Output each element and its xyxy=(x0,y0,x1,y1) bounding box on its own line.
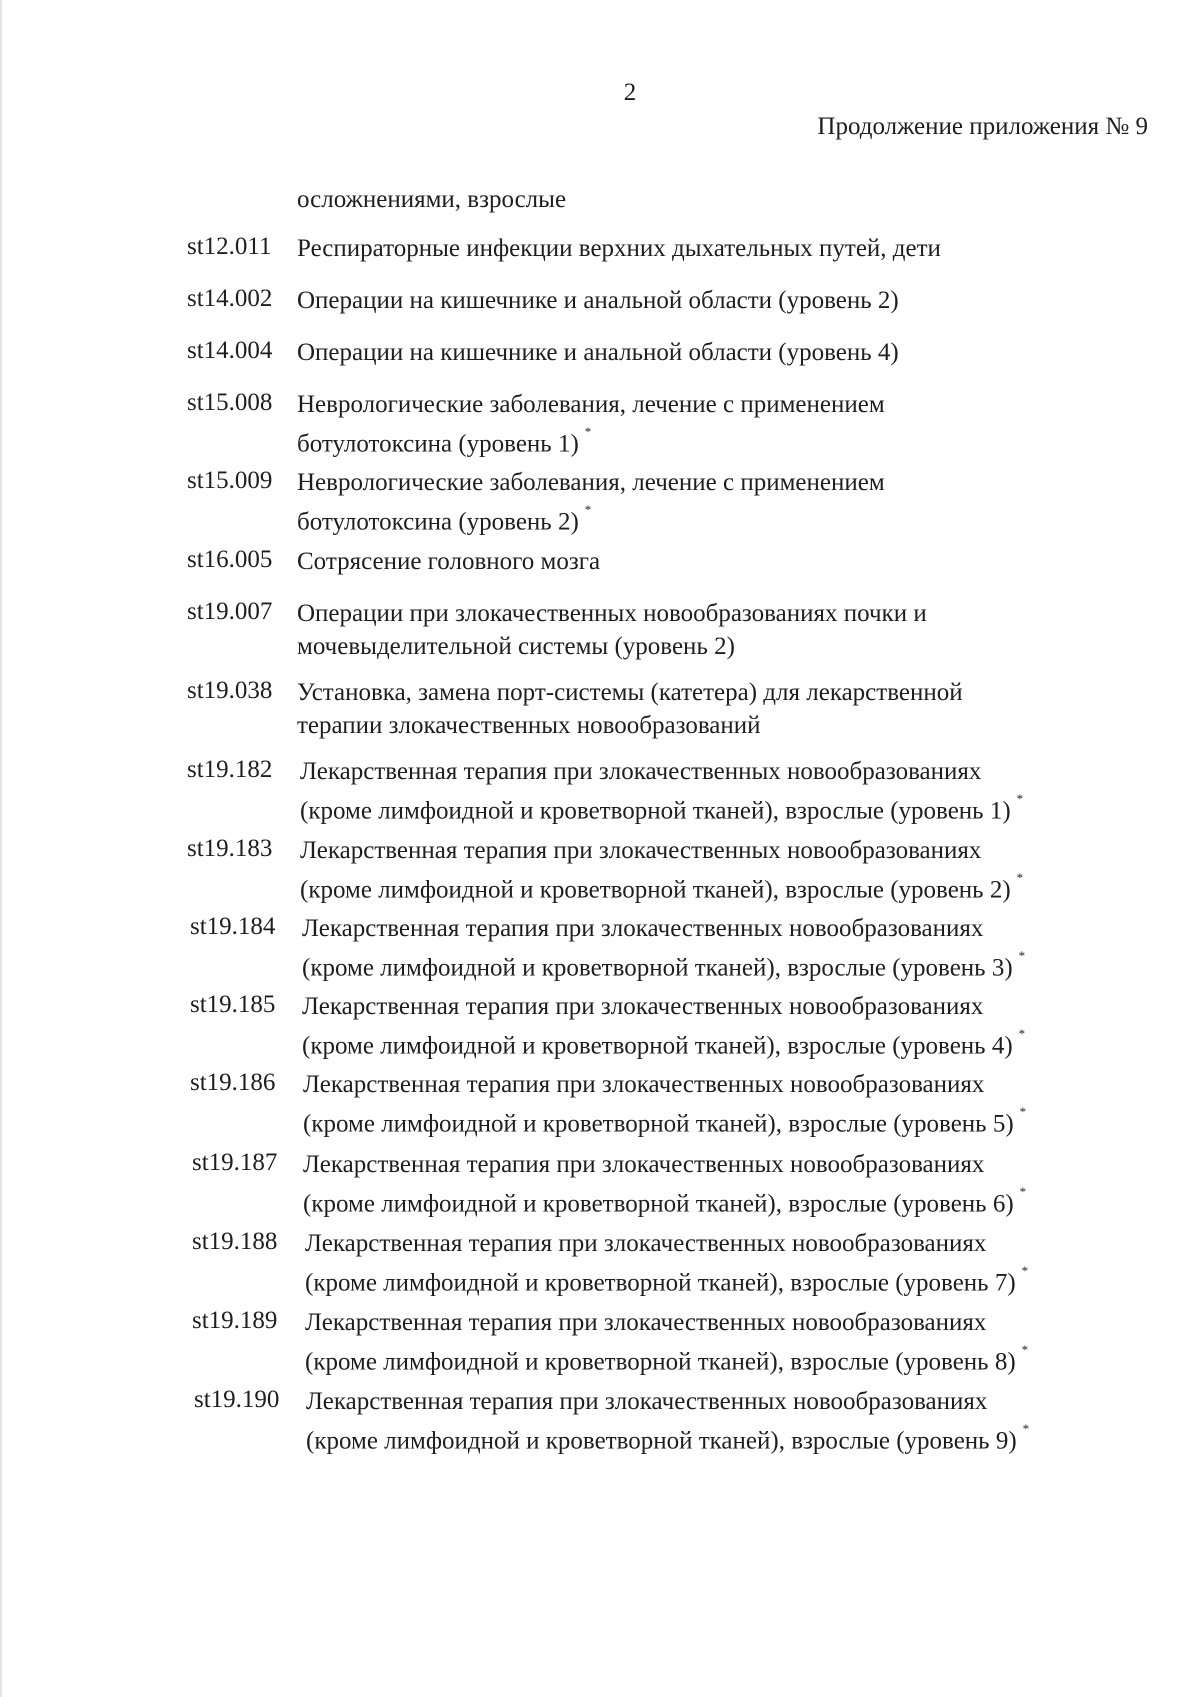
item-code: st19.007 xyxy=(187,598,273,625)
description-line xyxy=(303,1101,1133,1140)
item-description xyxy=(306,1385,1136,1457)
description-line xyxy=(302,990,1132,1023)
item-code: st14.004 xyxy=(187,337,273,364)
description-line xyxy=(306,1385,1136,1418)
item-description xyxy=(297,388,1127,460)
description-line xyxy=(302,912,1132,945)
item-code: st15.008 xyxy=(187,389,273,416)
item-code: st19.183 xyxy=(187,835,273,862)
description-text: Лекарственная терапия при злокачественных новообразованиях xyxy=(306,1388,988,1415)
description-line xyxy=(297,183,1127,216)
description-text: ботулотоксина (уровень 1) xyxy=(297,430,579,458)
appendix-header: Продолжение приложения № 9 xyxy=(817,113,1148,140)
footnote-marker: * xyxy=(1018,1026,1026,1041)
footnote-marker: * xyxy=(1019,1184,1027,1199)
item-description xyxy=(297,183,1127,216)
description-line xyxy=(297,630,1127,663)
description-line xyxy=(306,1418,1136,1457)
list-item xyxy=(0,755,1200,835)
description-line xyxy=(303,1148,1133,1181)
list-item xyxy=(0,990,1200,1070)
list-item xyxy=(0,834,1200,914)
footnote-marker: * xyxy=(1016,870,1024,885)
item-code: st12.011 xyxy=(187,233,272,260)
description-line xyxy=(297,709,1127,742)
footnote-marker: * xyxy=(1019,1104,1027,1119)
description-text: Сотрясение головного мозга xyxy=(297,548,601,575)
list-item xyxy=(0,388,1200,468)
description-text: (кроме лимфоидной и кроветворной тканей), взрослые (уровень 6) xyxy=(303,1190,1014,1218)
item-code: st19.187 xyxy=(192,1149,278,1176)
description-text: (кроме лимфоидной и кроветворной тканей), взрослые (уровень 5) xyxy=(303,1110,1014,1138)
footnote-marker: * xyxy=(1022,1421,1030,1436)
item-code: st19.190 xyxy=(194,1386,280,1413)
item-code: st19.038 xyxy=(187,677,273,704)
item-description xyxy=(297,597,1127,663)
list-item xyxy=(0,912,1200,992)
item-description xyxy=(305,1227,1135,1299)
description-text: осложнениями, взрослые xyxy=(297,186,567,213)
description-line xyxy=(305,1306,1135,1339)
description-text: Операции на кишечнике и анальной области (уровень 2) xyxy=(297,287,899,314)
description-text: Операции на кишечнике и анальной области (уровень 4) xyxy=(297,339,899,366)
description-text: мочевыделительной системы (уровень 2) xyxy=(297,633,735,660)
footnote-marker: * xyxy=(584,424,592,439)
page-number: 2 xyxy=(623,79,637,106)
list-item xyxy=(0,1148,1200,1228)
item-description xyxy=(302,990,1132,1062)
description-line xyxy=(302,945,1132,984)
footnote-marker: * xyxy=(1021,1263,1029,1278)
description-text: Лекарственная терапия при злокачественных новообразованиях xyxy=(302,993,984,1020)
description-line xyxy=(297,597,1127,630)
description-line xyxy=(297,232,1127,265)
description-line xyxy=(302,1023,1132,1062)
item-description xyxy=(297,676,1127,742)
description-text: (кроме лимфоидной и кроветворной тканей), взрослые (уровень 3) xyxy=(302,954,1013,982)
description-text: ботулотоксина (уровень 2) xyxy=(297,508,579,536)
item-description xyxy=(302,912,1132,984)
description-text: (кроме лимфоидной и кроветворной тканей), взрослые (уровень 1) xyxy=(300,797,1011,825)
description-line xyxy=(300,788,1130,827)
footnote-marker: * xyxy=(1016,791,1024,806)
description-text: Лекарственная терапия при злокачественных новообразованиях xyxy=(300,758,982,785)
item-code: st19.184 xyxy=(190,913,276,940)
description-line xyxy=(305,1339,1135,1378)
item-description xyxy=(297,466,1127,538)
item-description xyxy=(303,1148,1133,1220)
description-text: Лекарственная терапия при злокачественных новообразованиях xyxy=(305,1309,987,1336)
description-text: (кроме лимфоидной и кроветворной тканей), взрослые (уровень 7) xyxy=(305,1269,1016,1297)
item-code: st14.002 xyxy=(187,285,273,312)
description-text: Лекарственная терапия при злокачественных новообразованиях xyxy=(305,1230,987,1257)
item-code: st19.182 xyxy=(187,756,273,783)
description-text: Установка, замена порт-системы (катетера) для лекарственной xyxy=(297,679,963,706)
description-text: Лекарственная терапия при злокачественных новообразованиях xyxy=(300,837,982,864)
item-description xyxy=(300,755,1130,827)
footnote-marker: * xyxy=(1018,948,1026,963)
item-description xyxy=(297,336,1127,369)
description-line xyxy=(303,1068,1133,1101)
list-item xyxy=(0,676,1200,756)
description-text: Лекарственная терапия при злокачественных новообразованиях xyxy=(302,915,984,942)
description-line xyxy=(300,834,1130,867)
list-item xyxy=(0,1068,1200,1148)
footnote-marker: * xyxy=(584,502,592,517)
description-text: (кроме лимфоидной и кроветворной тканей), взрослые (уровень 8) xyxy=(305,1348,1016,1376)
description-line xyxy=(303,1181,1133,1220)
description-text: Лекарственная терапия при злокачественных новообразованиях xyxy=(303,1071,985,1098)
description-text: Респираторные инфекции верхних дыхательных путей, дети xyxy=(297,235,941,262)
list-item xyxy=(0,466,1200,546)
description-line xyxy=(297,421,1127,460)
item-description xyxy=(297,284,1127,317)
item-description xyxy=(297,545,1127,578)
description-line xyxy=(297,388,1127,421)
item-description xyxy=(300,834,1130,906)
description-text: Неврологические заболевания, лечение с применением xyxy=(297,391,885,418)
description-text: Операции при злокачественных новообразованиях почки и xyxy=(297,600,927,627)
list-item xyxy=(0,1306,1200,1386)
list-item xyxy=(0,1385,1200,1465)
description-line xyxy=(297,466,1127,499)
item-code: st19.188 xyxy=(192,1228,278,1255)
description-text: Неврологические заболевания, лечение с применением xyxy=(297,469,885,496)
list-item xyxy=(0,597,1200,677)
description-line xyxy=(297,499,1127,538)
item-description xyxy=(303,1068,1133,1140)
description-line xyxy=(297,676,1127,709)
item-description xyxy=(297,232,1127,265)
item-code: st19.185 xyxy=(190,991,276,1018)
description-line xyxy=(297,284,1127,317)
description-text: (кроме лимфоидной и кроветворной тканей), взрослые (уровень 4) xyxy=(302,1032,1013,1060)
description-text: Лекарственная терапия при злокачественных новообразованиях xyxy=(303,1151,985,1178)
item-code: st16.005 xyxy=(187,546,273,573)
description-line xyxy=(297,336,1127,369)
footnote-marker: * xyxy=(1021,1342,1029,1357)
list-item xyxy=(0,1227,1200,1307)
item-code: st19.189 xyxy=(192,1307,278,1334)
description-text: (кроме лимфоидной и кроветворной тканей), взрослые (уровень 9) xyxy=(306,1427,1017,1455)
item-code: st15.009 xyxy=(187,467,273,494)
description-line xyxy=(305,1260,1135,1299)
description-text: (кроме лимфоидной и кроветворной тканей), взрослые (уровень 2) xyxy=(300,876,1011,904)
description-text: терапии злокачественных новообразований xyxy=(297,712,761,739)
description-line xyxy=(297,545,1127,578)
item-code: st19.186 xyxy=(190,1069,276,1096)
description-line xyxy=(305,1227,1135,1260)
description-line xyxy=(300,755,1130,788)
item-description xyxy=(305,1306,1135,1378)
description-line xyxy=(300,867,1130,906)
